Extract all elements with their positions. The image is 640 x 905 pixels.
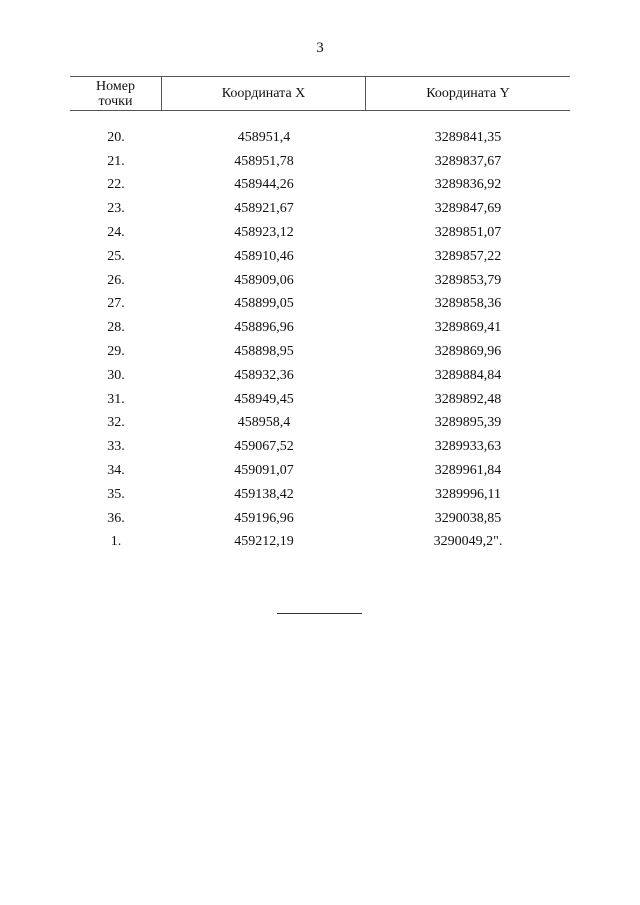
point-number: 35. xyxy=(107,486,125,502)
point-number: 36. xyxy=(107,510,125,526)
page-number: 3 xyxy=(316,40,324,56)
coordinate-x: 458951,78 xyxy=(234,153,294,169)
coordinate-x: 458910,46 xyxy=(234,248,294,264)
coordinate-x: 459067,52 xyxy=(234,439,294,455)
coordinate-x: 458951,4 xyxy=(237,129,291,145)
header-point-number xyxy=(70,77,162,110)
table-row xyxy=(70,531,570,555)
coordinate-y: 3289884,84 xyxy=(434,367,502,383)
table-row xyxy=(70,245,570,269)
coordinate-y: 3289857,22 xyxy=(434,248,502,264)
point-number: 20. xyxy=(107,129,125,145)
coordinate-x: 459138,42 xyxy=(234,486,294,502)
point-number: 21. xyxy=(107,153,125,169)
coordinate-y: 3289841,35 xyxy=(434,129,502,145)
header-coordinate-y: Координата Y xyxy=(426,86,510,101)
point-number: 33. xyxy=(107,439,125,455)
point-number: 26. xyxy=(107,272,125,288)
coordinate-y: 3289858,36 xyxy=(434,296,502,312)
coordinate-y: 3290049,2". xyxy=(433,534,503,550)
coordinate-y: 3289869,41 xyxy=(434,320,502,336)
point-number: 32. xyxy=(107,415,125,431)
coordinate-x: 458909,06 xyxy=(234,272,294,288)
coordinate-y: 3290038,85 xyxy=(434,510,502,526)
table-row xyxy=(70,174,570,198)
coordinate-y: 3289851,07 xyxy=(434,225,502,241)
point-number: 1. xyxy=(110,534,122,550)
coordinate-x: 458899,05 xyxy=(234,296,294,312)
table-row xyxy=(70,507,570,531)
header-point-line1: Номер xyxy=(96,78,135,94)
coordinate-y: 3289853,79 xyxy=(434,272,502,288)
coordinate-x: 459091,07 xyxy=(234,463,294,479)
coordinate-x: 458944,26 xyxy=(234,177,294,193)
coordinate-x: 459196,96 xyxy=(234,510,294,526)
end-of-document-rule xyxy=(277,613,362,614)
table-row xyxy=(70,126,570,150)
point-number: 29. xyxy=(107,344,125,360)
table-row xyxy=(70,293,570,317)
coordinate-y: 3289869,96 xyxy=(434,344,502,360)
coordinate-x: 458932,36 xyxy=(234,367,294,383)
coordinate-y: 3289836,92 xyxy=(434,177,502,193)
point-number: 30. xyxy=(107,367,125,383)
point-number: 28. xyxy=(107,320,125,336)
point-number: 23. xyxy=(107,201,125,217)
table-header xyxy=(70,76,570,111)
coordinate-x: 459212,19 xyxy=(234,534,294,550)
coordinate-y: 3289895,39 xyxy=(434,415,502,431)
point-number: 34. xyxy=(107,463,125,479)
table-row xyxy=(70,459,570,483)
coordinate-y: 3289996,11 xyxy=(435,486,501,502)
point-number: 31. xyxy=(107,391,125,407)
table-row xyxy=(70,388,570,412)
table-row xyxy=(70,483,570,507)
coordinate-y: 3289961,84 xyxy=(434,463,502,479)
point-number: 22. xyxy=(107,177,125,193)
table-row xyxy=(70,197,570,221)
coordinate-x: 458896,96 xyxy=(234,320,294,336)
coordinate-y: 3289933,63 xyxy=(434,439,502,455)
header-coordinate-x: Координата X xyxy=(162,77,366,110)
table-row xyxy=(70,412,570,436)
coordinate-x: 458921,67 xyxy=(234,201,294,217)
point-number: 24. xyxy=(107,225,125,241)
header-point-line2: точки xyxy=(98,93,133,109)
table-row xyxy=(70,150,570,174)
coordinate-y: 3289837,67 xyxy=(434,153,502,169)
coordinate-x: 458898,95 xyxy=(234,344,294,360)
point-number: 27. xyxy=(107,296,125,312)
coordinate-x: 458949,45 xyxy=(234,391,294,407)
table-row xyxy=(70,316,570,340)
table-row xyxy=(70,269,570,293)
table-row xyxy=(70,221,570,245)
table-body xyxy=(70,126,570,554)
point-number: 25. xyxy=(107,248,125,264)
table-row xyxy=(70,435,570,459)
coordinate-x: 458958,4 xyxy=(237,415,291,431)
table-row xyxy=(70,364,570,388)
table-row xyxy=(70,340,570,364)
coordinate-y: 3289847,69 xyxy=(434,201,502,217)
coordinate-y: 3289892,48 xyxy=(434,391,502,407)
coordinate-x: 458923,12 xyxy=(234,225,294,241)
